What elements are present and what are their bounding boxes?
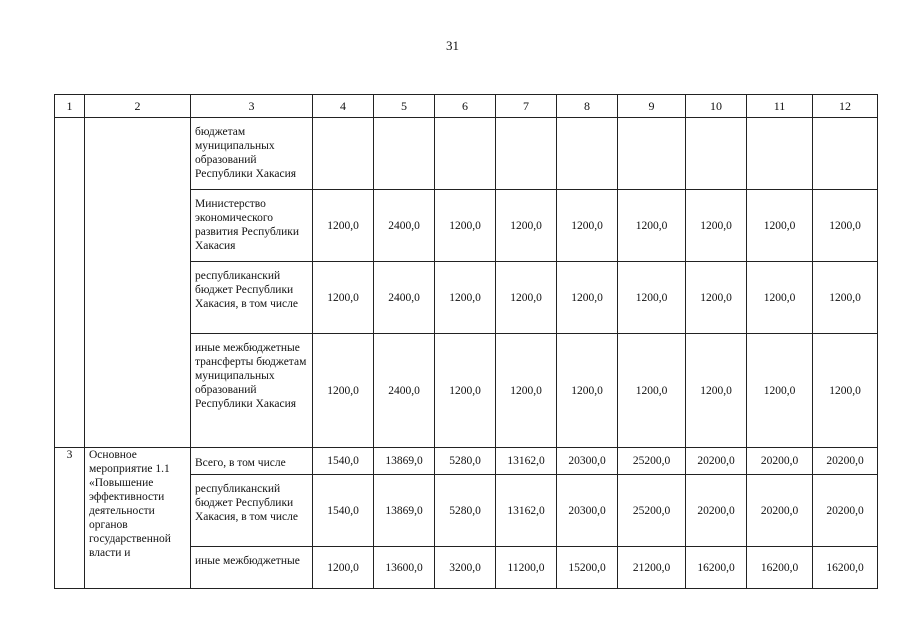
value-cell: 16200,0: [686, 547, 747, 589]
value-cell: 1200,0: [618, 262, 686, 334]
value-cell: 13162,0: [496, 475, 557, 547]
value-cell: 1200,0: [747, 190, 813, 262]
column-header: 3: [191, 95, 313, 118]
value-cell: 20200,0: [686, 475, 747, 547]
header-row: [55, 95, 878, 118]
column-header: 6: [435, 95, 496, 118]
column-header: 1: [55, 95, 85, 118]
value-cell: 20200,0: [747, 475, 813, 547]
row-index-cell: 3: [55, 448, 85, 589]
value-cell: 20300,0: [557, 448, 618, 475]
value-cell: [618, 118, 686, 190]
column-header: 9: [618, 95, 686, 118]
value-cell: 1200,0: [435, 334, 496, 448]
value-cell: 20200,0: [747, 448, 813, 475]
value-cell: [686, 118, 747, 190]
value-cell: [747, 118, 813, 190]
value-cell: 11200,0: [496, 547, 557, 589]
value-cell: 3200,0: [435, 547, 496, 589]
table-row: [55, 118, 878, 190]
value-cell: 1200,0: [618, 190, 686, 262]
column-header: 7: [496, 95, 557, 118]
funding-source-cell: республиканский бюджет Республики Хакасия, в том числе: [191, 475, 313, 547]
value-cell: 13869,0: [374, 475, 435, 547]
column-header: 4: [313, 95, 374, 118]
value-cell: 5280,0: [435, 448, 496, 475]
value-cell: 1200,0: [686, 190, 747, 262]
value-cell: 1200,0: [435, 190, 496, 262]
funding-source-cell: республиканский бюджет Республики Хакасия, в том числе: [191, 262, 313, 334]
value-cell: 1200,0: [496, 262, 557, 334]
value-cell: 1200,0: [496, 334, 557, 448]
value-cell: 13600,0: [374, 547, 435, 589]
value-cell: 20200,0: [686, 448, 747, 475]
value-cell: 16200,0: [747, 547, 813, 589]
value-cell: 20200,0: [813, 448, 878, 475]
column-header: 10: [686, 95, 747, 118]
value-cell: 1200,0: [747, 262, 813, 334]
value-cell: 1200,0: [557, 262, 618, 334]
value-cell: [496, 118, 557, 190]
value-cell: 25200,0: [618, 475, 686, 547]
value-cell: 1200,0: [813, 190, 878, 262]
value-cell: [435, 118, 496, 190]
value-cell: 2400,0: [374, 334, 435, 448]
funding-source-cell: бюджетам муниципальных образований Республики Хакасия: [191, 118, 313, 190]
value-cell: 15200,0: [557, 547, 618, 589]
value-cell: 1200,0: [686, 334, 747, 448]
value-cell: 20200,0: [813, 475, 878, 547]
value-cell: 25200,0: [618, 448, 686, 475]
value-cell: 1200,0: [313, 262, 374, 334]
budget-table: [54, 94, 878, 589]
funding-source-cell: Всего, в том числе: [191, 448, 313, 475]
event-title-cell: Основное мероприятие 1.1 «Повышение эффективности деятельности органов государственной власти и: [85, 448, 191, 589]
value-cell: 21200,0: [618, 547, 686, 589]
value-cell: 1200,0: [557, 334, 618, 448]
value-cell: 1200,0: [435, 262, 496, 334]
value-cell: 1200,0: [813, 262, 878, 334]
value-cell: 20300,0: [557, 475, 618, 547]
value-cell: [813, 118, 878, 190]
value-cell: 2400,0: [374, 190, 435, 262]
value-cell: 1200,0: [313, 547, 374, 589]
funding-source-cell: Министерство экономического развития Республики Хакасия: [191, 190, 313, 262]
value-cell: [557, 118, 618, 190]
page-number: 31: [446, 38, 459, 53]
value-cell: 16200,0: [813, 547, 878, 589]
column-header: 11: [747, 95, 813, 118]
value-cell: 1200,0: [313, 190, 374, 262]
value-cell: 1200,0: [496, 190, 557, 262]
column-header: 12: [813, 95, 878, 118]
value-cell: 1540,0: [313, 475, 374, 547]
column-header: 5: [374, 95, 435, 118]
column-header: 8: [557, 95, 618, 118]
value-cell: 1200,0: [747, 334, 813, 448]
value-cell: 5280,0: [435, 475, 496, 547]
value-cell: 1200,0: [618, 334, 686, 448]
event-cell-empty: [85, 118, 191, 448]
index-cell-empty: [55, 118, 85, 448]
value-cell: 1200,0: [557, 190, 618, 262]
funding-source-cell: иные межбюджетные трансферты бюджетам муниципальных образований Республики Хакасия: [191, 334, 313, 448]
value-cell: 1540,0: [313, 448, 374, 475]
value-cell: 13869,0: [374, 448, 435, 475]
value-cell: 2400,0: [374, 262, 435, 334]
value-cell: [374, 118, 435, 190]
value-cell: 1200,0: [686, 262, 747, 334]
value-cell: 1200,0: [813, 334, 878, 448]
value-cell: 13162,0: [496, 448, 557, 475]
funding-source-cell: иные межбюджетные: [191, 547, 313, 589]
value-cell: [313, 118, 374, 190]
column-header: 2: [85, 95, 191, 118]
value-cell: 1200,0: [313, 334, 374, 448]
table-row: [55, 448, 878, 475]
